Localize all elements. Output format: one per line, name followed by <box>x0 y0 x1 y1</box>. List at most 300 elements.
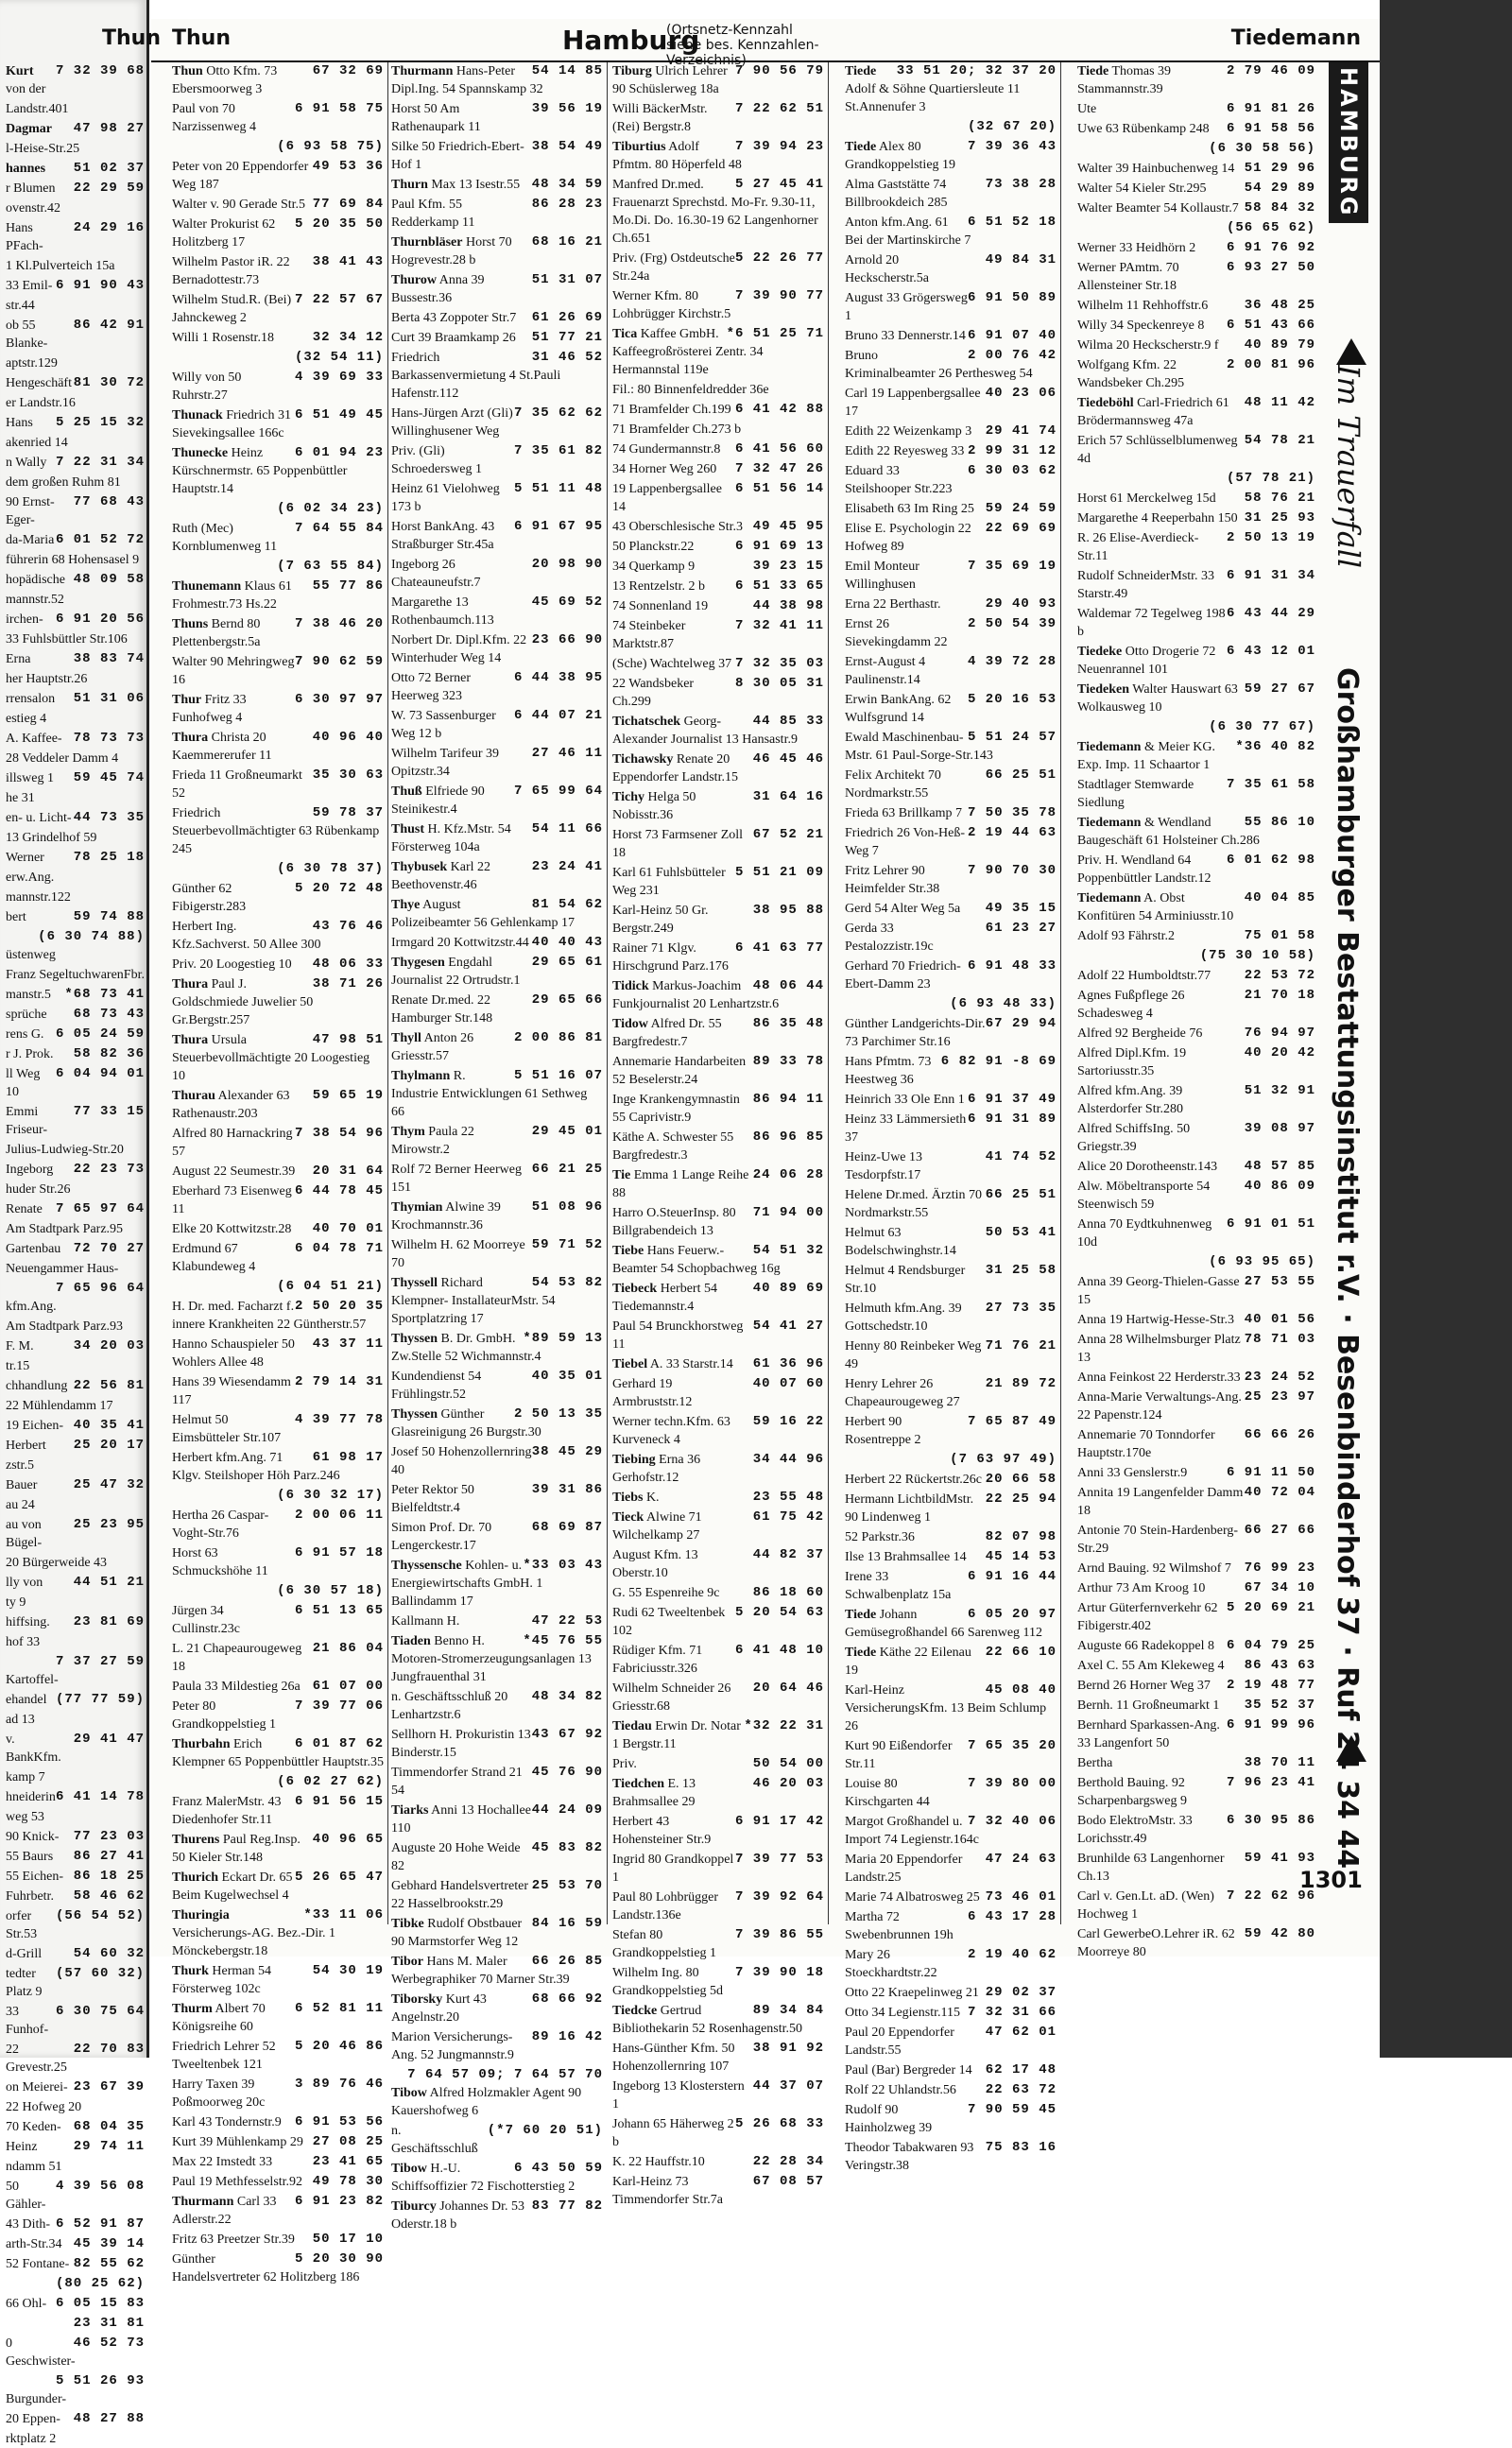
entry-details: Ruth (Mec) Kornblumenweg 11 <box>172 522 278 554</box>
directory-entry <box>6 1377 145 1395</box>
phone-number: 20 98 90 <box>531 557 603 572</box>
phone-number: 58 46 62 <box>73 1888 145 1904</box>
phone-number: 68 73 43 <box>73 1007 145 1022</box>
phone-number: 86 43 63 <box>1244 1658 1315 1673</box>
directory-entry <box>845 385 1057 421</box>
phone-number: 39 08 97 <box>1244 1121 1315 1136</box>
phone-number: 44 24 09 <box>531 1802 603 1818</box>
phone-number: 25 23 95 <box>73 1517 145 1532</box>
directory-entry <box>612 325 824 379</box>
directory-entry <box>6 454 145 472</box>
entry-details: da-Maria <box>6 533 55 547</box>
phone-number: 51 31 07 <box>531 272 603 287</box>
directory-entry <box>391 1802 603 1837</box>
phone-number: 89 33 78 <box>752 1054 824 1069</box>
entry-details: 43 Oberschlesische Str.3 <box>612 520 744 534</box>
directory-entry <box>172 62 384 98</box>
directory-entry <box>6 928 145 964</box>
directory-entry <box>612 538 824 556</box>
directory-entry <box>845 1813 1057 1849</box>
phone-number: 77 33 15 <box>73 1104 145 1119</box>
entry-name: Tiedchen <box>612 1777 664 1791</box>
entry-name: Thunemann <box>172 579 242 594</box>
entry-details: huder Str.26 <box>6 1182 71 1197</box>
directory-entry <box>6 1280 145 1316</box>
directory-entry <box>391 1236 603 1272</box>
entry-details: Priv. <box>612 1757 637 1771</box>
phone-number: 71 94 00 <box>752 1205 824 1220</box>
directory-entry <box>612 480 824 516</box>
phone-number: 6 91 99 96 <box>1226 1717 1315 1733</box>
directory-entry <box>172 520 384 556</box>
entry-details: 74 Steinbeker Marktstr.87 <box>612 619 686 651</box>
entry-details: dem großen Ruhm 81 <box>6 475 121 490</box>
entry-details: Arnd Bauing. 92 Wilmshof 7 <box>1077 1561 1231 1576</box>
entry-details: n. Geschäftsschluß <box>391 2124 478 2156</box>
directory-entry <box>391 100 603 136</box>
directory-entry <box>1077 140 1315 158</box>
phone-number: 7 39 80 00 <box>967 1776 1057 1791</box>
directory-entry <box>172 1240 384 1276</box>
phone-number: 54 53 82 <box>531 1275 603 1290</box>
phone-number: 40 86 09 <box>1244 1179 1315 1194</box>
directory-entry <box>6 849 145 867</box>
directory-entry <box>6 670 145 688</box>
phone-number: 6 30 97 97 <box>294 692 384 707</box>
phone-number: 23 41 65 <box>312 2154 384 2169</box>
phone-number: 6 43 50 59 <box>513 2161 603 2176</box>
directory-entry <box>6 2041 145 2077</box>
directory-entry <box>172 653 384 689</box>
entry-details: Bertha <box>1077 1756 1113 1770</box>
phone-number: 6 91 01 51 <box>1226 1216 1315 1232</box>
entry-details: Friedrich Steuerbevollmächtigter 63 Rübenkamp 245 <box>172 806 380 856</box>
directory-entry <box>6 199 145 217</box>
phone-number: 67 29 94 <box>985 1016 1057 1031</box>
directory-entry <box>172 918 384 954</box>
phone-number: 7 90 70 30 <box>967 863 1057 878</box>
phone-number: (6 30 74 88) <box>38 929 145 944</box>
directory-entry <box>612 1775 824 1811</box>
directory-entry <box>172 880 384 916</box>
phone-number: 66 25 51 <box>985 1187 1057 1202</box>
phone-number: 58 76 21 <box>1244 491 1315 506</box>
directory-entry <box>845 1548 1057 1566</box>
entry-details: Paul 80 Lohbrügger Landstr.136e <box>612 1890 718 1922</box>
entry-details: R. Industrie Entwicklungen 61 Sethweg 66 <box>391 1069 588 1119</box>
phone-number: 78 73 73 <box>73 731 145 746</box>
directory-entry <box>845 729 1057 765</box>
directory-entry <box>845 595 1057 613</box>
entry-details: d-Grill <box>6 1947 43 1961</box>
entry-details: Artur Güterfernverkehr 62 Fibigerstr.402 <box>1077 1601 1218 1633</box>
directory-entry <box>172 860 384 878</box>
entry-details: Ingrid 80 Grandkoppel 1 <box>612 1853 734 1885</box>
directory-entry <box>172 1544 384 1580</box>
phone-number: 47 24 63 <box>985 1852 1057 1867</box>
phone-number: 2 79 14 31 <box>294 1374 384 1389</box>
directory-entry <box>6 374 145 392</box>
phone-number: 59 74 88 <box>73 909 145 924</box>
directory-entry <box>6 1357 145 1375</box>
page-number: 1301 <box>1299 1867 1363 1893</box>
entry-details: 19 Lappenbergsallee 14 <box>612 482 722 514</box>
entry-details: Werner Kfm. 80 Lohbrügger Kirchstr.5 <box>612 289 731 321</box>
directory-entry <box>845 176 1057 212</box>
phone-number: 40 35 41 <box>73 1418 145 1433</box>
entry-details: Edith 22 Reyesweg 33 <box>845 444 965 458</box>
directory-column <box>387 62 608 2232</box>
phone-number: 6 30 75 64 <box>55 2004 145 2019</box>
entry-details: Engdahl Journalist 22 Ortrudstr.1 <box>391 956 521 988</box>
phone-number: 29 65 66 <box>531 992 603 1008</box>
entry-details: Wilhelm H. 62 Moorreye 70 <box>391 1238 525 1270</box>
directory-entry <box>612 940 824 975</box>
directory-entry <box>845 462 1057 498</box>
directory-entry <box>172 1773 384 1791</box>
entry-details: üstenweg <box>6 948 56 962</box>
directory-entry <box>1077 1253 1315 1271</box>
directory-entry <box>391 2122 603 2158</box>
directory-entry <box>391 271 603 307</box>
directory-entry <box>612 440 824 458</box>
directory-entry <box>6 2078 145 2096</box>
directory-entry <box>391 1991 603 2026</box>
entry-details: 22 Grevestr.25 <box>6 2043 67 2075</box>
directory-entry <box>172 1411 384 1447</box>
directory-entry <box>845 1851 1057 1887</box>
entry-details: Margot Großhandel u. Import 74 Legienstr.164c <box>845 1815 979 1847</box>
directory-entry <box>6 1457 145 1474</box>
phone-number: 6 82 91 -8 69 <box>940 1054 1057 1069</box>
entry-details: mannstr.52 <box>6 593 64 607</box>
entry-name: Thyssell <box>391 1276 438 1290</box>
entry-name: Tiebing <box>612 1453 656 1467</box>
directory-entry <box>845 1375 1057 1411</box>
entry-details: 90 Ernst-Eger- <box>6 495 55 527</box>
entry-details: Willy 34 Speckenreye 8 <box>1077 319 1205 333</box>
entry-details: H. Kfz.Mstr. 54 Försterweg 104a <box>391 822 511 854</box>
phone-number: 76 99 23 <box>1244 1560 1315 1576</box>
phone-number: 6 91 48 33 <box>967 958 1057 974</box>
phone-number: 5 20 72 48 <box>294 881 384 896</box>
entry-details: Günther Landgerichts-Dir. 73 Parchimer Str.16 <box>845 1017 986 1049</box>
phone-number: 6 91 31 34 <box>1226 568 1315 583</box>
entry-details: Annemarie Handarbeiten 52 Beselerstr.24 <box>612 1055 747 1087</box>
entry-details: Karl 43 Tondernstr.9 <box>172 2115 282 2129</box>
phone-number: 6 91 90 43 <box>55 278 145 293</box>
directory-entry <box>6 888 145 906</box>
entry-details: hof 33 <box>6 1635 41 1649</box>
entry-details: Gartenbau <box>6 1242 61 1256</box>
phone-number: 73 38 28 <box>985 177 1057 192</box>
directory-entry <box>612 1242 824 1278</box>
directory-entry <box>172 1449 384 1485</box>
directory-entry <box>391 1198 603 1234</box>
phone-number: 6 05 20 97 <box>967 1607 1057 1622</box>
phone-number: 5 26 68 33 <box>734 2116 824 2131</box>
directory-entry <box>172 2133 384 2151</box>
phone-number: 21 89 72 <box>985 1376 1057 1391</box>
phone-number: 2 50 20 35 <box>294 1299 384 1314</box>
entry-details: 55 Eichen- <box>6 1870 64 1884</box>
directory-entry <box>391 138 603 174</box>
directory-entry <box>6 1496 145 1514</box>
entry-details: Hans M. Maler Werbegraphiker 70 Marner Str.39 <box>391 1955 570 1987</box>
directory-entry <box>172 1602 384 1638</box>
entry-details: Hans-Günther Kfm. 50 Hohenzollernring 107 <box>612 2042 735 2074</box>
directory-entry <box>1077 529 1315 565</box>
phone-number: 67 34 10 <box>1244 1580 1315 1595</box>
phone-number: (6 93 95 65) <box>1209 1254 1315 1269</box>
directory-entry <box>1077 1850 1315 1886</box>
entry-details: Karl 22 Beethovenstr.46 <box>391 860 491 892</box>
entry-name: Tiburg <box>612 64 652 78</box>
entry-details: von der <box>6 82 46 96</box>
directory-entry <box>172 1031 384 1085</box>
entry-details: Friedrich 31 Sievekingsallee 166c <box>172 408 292 440</box>
phone-number: 6 91 37 49 <box>967 1092 1057 1107</box>
directory-entry <box>1077 120 1315 138</box>
directory-entry <box>391 62 603 98</box>
phone-number: 6 43 12 01 <box>1226 644 1315 659</box>
entry-details: rens G. <box>6 1027 44 1042</box>
phone-number: 66 26 85 <box>531 1954 603 1969</box>
entry-details: K. <box>645 1491 660 1505</box>
phone-number: 6 51 49 45 <box>294 407 384 422</box>
entry-details: r J. Prok. <box>6 1047 54 1061</box>
entry-details: Wilhelm Pastor iR. 22 Bernadottestr.73 <box>172 255 290 287</box>
directory-entry <box>172 767 384 802</box>
entry-details: Hans Feuerw.-Beamter 54 Schopbachweg 16g <box>612 1244 781 1276</box>
entry-details: Heinz 61 Vielohweg 173 b <box>391 482 500 514</box>
phone-number: 40 89 79 <box>1244 337 1315 353</box>
phone-number: 59 71 52 <box>531 1237 603 1252</box>
entry-name: Tibke <box>391 1917 424 1931</box>
phone-number: 35 30 63 <box>312 767 384 783</box>
directory-entry <box>172 2250 384 2286</box>
entry-name: Thylmann <box>391 1069 451 1083</box>
entry-name: Thyssen <box>391 1407 438 1422</box>
entry-details: K. 22 Hauffstr.10 <box>612 2155 705 2169</box>
phone-number: 7 39 36 43 <box>967 139 1057 154</box>
entry-details: Karl-Heinz 50 Gr. Bergstr.249 <box>612 904 709 936</box>
directory-entry <box>172 1678 384 1696</box>
entry-details: Bernhard Sparkassen-Ang. 33 Langenfort 50 <box>1077 1718 1220 1750</box>
entry-details: W. 73 Sassenburger Weg 12 b <box>391 709 496 741</box>
phone-number: 23 66 90 <box>531 632 603 647</box>
entry-details: Willi 1 Rosenstr.18 <box>172 331 274 345</box>
entry-details: Franz SegeltuchwarenFbr. <box>6 968 145 982</box>
directory-entry <box>6 789 145 807</box>
phone-number: 6 51 43 66 <box>1226 318 1315 333</box>
directory-entry <box>6 2158 145 2176</box>
directory-entry <box>1077 1522 1315 1558</box>
entry-details: Timmendorfer Strand 21 54 <box>391 1766 523 1798</box>
entry-details: Emil Monteur Willinghusen <box>845 560 919 592</box>
entry-details: Jürgen 34 Cullinstr.23c <box>172 1604 240 1636</box>
phone-number: 39 23 15 <box>752 559 824 574</box>
phone-number: 40 07 60 <box>752 1376 824 1391</box>
directory-entry <box>172 138 384 156</box>
phone-number: 7 35 62 62 <box>513 405 603 421</box>
directory-entry <box>6 1653 145 1689</box>
phone-number: 68 04 35 <box>73 2119 145 2134</box>
directory-entry <box>1077 1925 1315 1961</box>
phone-number: 66 27 66 <box>1244 1523 1315 1538</box>
phone-number: 2 00 86 81 <box>513 1030 603 1045</box>
directory-entry <box>172 2113 384 2131</box>
phone-number: 45 69 52 <box>531 595 603 610</box>
phone-number: 4 39 77 78 <box>294 1412 384 1427</box>
directory-entry <box>612 1508 824 1544</box>
entry-details: tedter Platz 9 <box>6 1967 43 1999</box>
directory-entry <box>391 518 603 554</box>
directory-entry <box>391 820 603 856</box>
entry-name: Tiedeken <box>1077 682 1129 697</box>
phone-number: 6 05 15 83 <box>55 2296 145 2311</box>
directory-entry <box>391 707 603 743</box>
entry-name: Thybusek <box>391 860 448 874</box>
entry-details: weg 53 <box>6 1810 44 1824</box>
phone-number: 33 51 20; 32 37 20 <box>896 63 1057 78</box>
phone-number: 48 27 88 <box>73 2411 145 2426</box>
phone-number: 6 41 56 60 <box>734 441 824 457</box>
entry-details: n. Geschäftsschluß 20 Lenhartzstr.6 <box>391 1690 508 1722</box>
entry-details: Erich Klempner 65 Poppenbüttler Hauptstr.35 <box>172 1737 384 1769</box>
directory-entry <box>172 1640 384 1676</box>
directory-entry <box>845 1300 1057 1336</box>
entry-details: Henny 80 Reinbeker Weg 49 <box>845 1339 982 1371</box>
entry-details: Paul 54 Brunckhorstweg 11 <box>612 1319 744 1352</box>
phone-number: 55 77 86 <box>312 578 384 594</box>
phone-number: 47 22 53 <box>531 1613 603 1629</box>
directory-entry <box>172 1087 384 1123</box>
entry-details: Ernst-August 4 Paulinenstr.14 <box>845 655 926 687</box>
phone-number: 43 37 11 <box>312 1336 384 1352</box>
entry-details: l-Heise-Str.25 <box>6 142 80 156</box>
directory-entry <box>6 1045 145 1063</box>
entry-details: Paul (Bar) Bergreder 14 <box>845 2063 972 2077</box>
phone-number: 3 89 76 46 <box>294 2077 384 2092</box>
phone-number: 82 55 62 <box>73 2256 145 2271</box>
entry-details: Horst 61 Merckelweg 15d <box>1077 491 1216 506</box>
directory-entry <box>845 1888 1057 1906</box>
directory-entry <box>172 1906 384 1960</box>
entry-details: Gebhard Handelsvertreter 22 Hasselbrookstr.29 <box>391 1879 528 1911</box>
phone-number: 38 54 49 <box>531 139 603 154</box>
directory-entry <box>845 1568 1057 1604</box>
directory-entry <box>391 1405 603 1441</box>
directory-entry <box>612 2173 824 2209</box>
directory-entry <box>6 1260 145 1278</box>
directory-entry <box>6 611 145 629</box>
phone-number: 4 39 72 28 <box>967 654 1057 669</box>
phone-number: 38 91 92 <box>752 2041 824 2056</box>
phone-number: 24 06 28 <box>752 1167 824 1182</box>
phone-number: *32 22 31 <box>744 1718 824 1733</box>
phone-number: 89 16 42 <box>531 2029 603 2044</box>
directory-entry <box>6 2003 145 2039</box>
entry-details: Horst 73 Farmsener Zoll 18 <box>612 828 744 860</box>
phone-number: 29 45 01 <box>531 1124 603 1139</box>
phone-number: 62 17 48 <box>985 2062 1057 2077</box>
phone-number: 5 20 35 50 <box>294 216 384 232</box>
phone-number: 7 32 35 03 <box>734 656 824 671</box>
entry-details: Rudolf SchneiderMstr. 33 Starstr.49 <box>1077 569 1215 601</box>
entry-details: Kohlen- u. Energiewirtschafts GmbH. 1 Ballindamm 17 <box>391 1559 543 1609</box>
phone-number: 54 41 27 <box>752 1319 824 1334</box>
entry-details: Carl 33 Adlerstr.22 <box>172 2195 277 2227</box>
directory-entry <box>845 957 1057 993</box>
directory-entry <box>6 257 145 275</box>
entry-name: Thurm <box>172 2002 213 2016</box>
directory-entry <box>845 500 1057 518</box>
phone-number: 6 01 52 72 <box>55 532 145 547</box>
phone-number: 22 25 94 <box>985 1491 1057 1507</box>
directory-entry <box>612 401 824 419</box>
entry-details: ehandel <box>6 1693 47 1707</box>
directory-entry <box>845 520 1057 556</box>
banner-script-text: Im Trauerfall <box>1331 365 1366 569</box>
directory-entry <box>845 2081 1057 2099</box>
directory-entry <box>172 2076 384 2112</box>
entry-details: Heinz Kürschnermstr. 65 Poppenbüttler Hauptstr.14 <box>172 446 348 496</box>
directory-entry <box>612 902 824 938</box>
directory-entry <box>612 1015 824 1051</box>
phone-number: 2 50 54 39 <box>967 616 1057 631</box>
entry-details: Curt 39 Braamkamp 26 <box>391 331 516 345</box>
entry-name: Tica <box>612 327 638 341</box>
directory-entry <box>1077 947 1315 965</box>
entry-details: Am Stadtpark Parz.95 <box>6 1222 124 1236</box>
phone-number: 86 42 91 <box>73 318 145 333</box>
phone-number: 6 93 27 50 <box>1226 260 1315 275</box>
directory-entry <box>612 250 824 285</box>
directory-entry <box>391 1764 603 1800</box>
entry-name: Tiede <box>1077 64 1109 78</box>
entry-details: Paula 33 Mildestieg 26a <box>172 1680 301 1694</box>
directory-entry <box>6 1554 145 1572</box>
directory-entry <box>172 1582 384 1600</box>
directory-entry <box>612 176 824 248</box>
directory-entry <box>6 1103 145 1139</box>
entry-details: Anna 70 Eydtkuhnenweg 10d <box>1077 1217 1212 1250</box>
entry-name: Tiedemann <box>1077 816 1142 830</box>
phone-number: 7 39 92 64 <box>734 1889 824 1905</box>
phone-number: 44 73 35 <box>73 810 145 825</box>
phone-number: *36 40 82 <box>1235 739 1315 754</box>
phone-number: 49 78 30 <box>312 2174 384 2189</box>
entry-details: 70 Keden- <box>6 2120 61 2134</box>
directory-entry <box>612 617 824 653</box>
phone-number: 6 52 81 11 <box>294 2001 384 2016</box>
entry-details: Maria 20 Eppendorfer Landstr.25 <box>845 1853 963 1885</box>
entry-details: 55 Baurs <box>6 1850 54 1864</box>
phone-number: 59 41 93 <box>1244 1851 1315 1866</box>
directory-entry <box>1077 605 1315 641</box>
directory-entry <box>391 858 603 894</box>
entry-name: Thyssensche <box>391 1559 462 1573</box>
phone-number: 29 74 11 <box>73 2139 145 2154</box>
entry-details: he 31 <box>6 791 35 805</box>
phone-number: 23 55 48 <box>752 1490 824 1505</box>
directory-entry <box>612 2077 824 2113</box>
phone-number: 22 53 72 <box>1244 968 1315 983</box>
entry-details: Carl v. Gen.Lt. aD. (Wen) Hochweg 1 <box>1077 1889 1214 1922</box>
phone-number: 27 53 55 <box>1244 1274 1315 1289</box>
directory-entry <box>612 655 824 673</box>
